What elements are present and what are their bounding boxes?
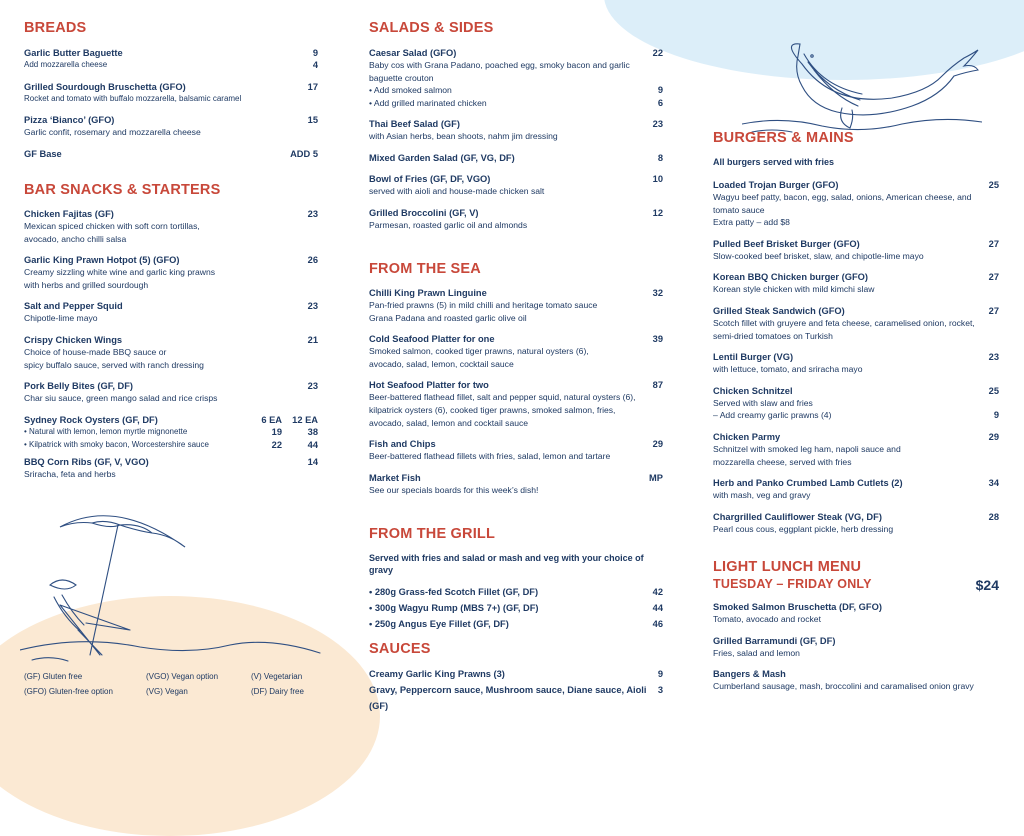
menu-item: [713, 238, 999, 263]
item-desc: Grana Padana and roasted garlic olive oil: [369, 312, 527, 323]
item-desc: Schnitzel with smoked leg ham, napoli sauce and: [713, 443, 901, 454]
item-price: 46: [652, 619, 663, 629]
light-lunch-price: $24: [975, 577, 999, 593]
section-title: BURGERS & MAINS: [713, 130, 854, 146]
menu-item: [369, 152, 663, 164]
item-name: Grilled Broccolini (GF, V): [369, 207, 479, 218]
item-desc: Scotch fillet with gruyere and feta cheese, caramelised onion, rocket,: [713, 317, 975, 328]
menu-item: [713, 635, 999, 660]
item-desc: Rocket and tomato with buffalo mozzarella, balsamic caramel: [24, 93, 242, 103]
menu-item: [713, 385, 999, 422]
item-desc: Pearl cous cous, eggplant pickle, herb dressing: [713, 523, 894, 534]
item-price: 39: [652, 334, 663, 345]
sauce-item: [369, 682, 663, 714]
item-price: 32: [652, 288, 663, 298]
item-price: 9: [312, 48, 318, 58]
item-desc: See our specials boards for this week’s dish!: [369, 484, 539, 495]
item-name: Gravy, Peppercorn sauce, Mushroom sauce, Diane sauce, Aioli (GF): [369, 685, 647, 711]
item-price: 8: [657, 152, 663, 163]
item-desc: with mash, veg and gravy: [713, 490, 811, 501]
item-name: • 250g Angus Eye Fillet (GF, DF): [369, 619, 509, 629]
item-desc: Sriracha, feta and herbs: [24, 468, 116, 479]
item-desc: with herbs and grilled sourdough: [24, 279, 149, 290]
item-name: Korean BBQ Chicken burger (GFO): [713, 272, 868, 283]
section-title: FROM THE SEA: [369, 261, 481, 277]
item-name: GF Base: [24, 148, 62, 159]
item-desc: avocado, salad, lemon and cocktail sauce: [369, 417, 529, 428]
item-name: Chicken Schnitzel: [713, 385, 793, 396]
item-desc: with Asian herbs, bean shoots, nahm jim dressing: [369, 131, 558, 142]
item-name: Chicken Parmy: [713, 431, 781, 442]
item-price: MP: [649, 472, 663, 483]
addon-label: • Add grilled marinated chicken: [369, 97, 487, 108]
item-desc: Served with slaw and fries: [713, 397, 813, 408]
item-price: 29: [988, 431, 999, 442]
menu-item: [369, 472, 663, 497]
salads-section: [369, 20, 663, 231]
menu-item: [369, 47, 663, 109]
item-price: 87: [652, 380, 663, 391]
item-price: 34: [988, 478, 999, 489]
grill-item: [369, 616, 663, 632]
item-price: ADD 5: [290, 148, 318, 159]
item-name: Loaded Trojan Burger (GFO): [713, 180, 839, 190]
item-desc: Beer-battered flathead fillet, salt and pepper squid, natural oysters (6),: [369, 392, 636, 403]
menu-item: [24, 300, 318, 325]
item-price: 21: [307, 334, 318, 345]
oysters-price-12: 44: [307, 439, 318, 450]
item-name: Crispy Chicken Wings: [24, 334, 123, 345]
whale-illustration: [742, 36, 982, 136]
item-desc: tomato sauce: [713, 204, 765, 215]
oysters-item: [24, 414, 318, 452]
item-price: 25: [988, 180, 999, 190]
menu-item: [713, 511, 999, 536]
menu-item: [713, 271, 999, 296]
menu-item: [713, 179, 999, 229]
menu-item: [24, 81, 318, 106]
menu-item: [713, 351, 999, 376]
item-name: Grilled Barramundi (GF, DF): [713, 635, 836, 646]
oysters-price-6: 19: [271, 427, 282, 438]
oysters-price-6: 22: [271, 439, 282, 450]
item-name: Chilli King Prawn Linguine: [369, 288, 487, 298]
item-name: Garlic King Prawn Hotpot (5) (GFO): [24, 255, 180, 266]
item-price: 27: [988, 305, 999, 316]
section-note: Served with fries and salad or mash and veg with your choice of gravy: [369, 553, 644, 575]
menu-item: [713, 431, 999, 468]
section-title: SALADS & SIDES: [369, 20, 494, 36]
item-name: Garlic Butter Baguette: [24, 48, 123, 58]
item-desc: Chipotle-lime mayo: [24, 313, 98, 324]
item-name: Grilled Sourdough Bruschetta (GFO): [24, 81, 186, 92]
item-name: Fish and Chips: [369, 439, 436, 450]
item-name: Bangers & Mash: [713, 669, 786, 680]
item-desc: Slow-cooked beef brisket, slaw, and chipotle-lime mayo: [713, 250, 924, 261]
item-name: Mixed Garden Salad (GF, VG, DF): [369, 152, 515, 163]
item-desc: Parmesan, roasted garlic oil and almonds: [369, 219, 528, 230]
item-price: 9: [657, 669, 663, 679]
menu-item: [24, 114, 318, 139]
item-desc: Mexican spiced chicken with soft corn tortillas,: [24, 221, 200, 231]
item-price: 29: [652, 439, 663, 450]
menu-item: [24, 254, 318, 291]
item-price: 17: [307, 81, 318, 92]
oysters-price-12: 38: [307, 427, 318, 438]
menu-item: [369, 173, 663, 198]
menu-item: [369, 207, 663, 232]
grill-item: [369, 584, 663, 600]
item-name: Pizza ‘Bianco’ (GFO): [24, 115, 115, 126]
section-title: FROM THE GRILL: [369, 526, 496, 542]
menu-item: [24, 208, 318, 245]
item-price: 23: [652, 119, 663, 130]
item-price: 15: [307, 115, 318, 126]
item-price: 23: [307, 381, 318, 392]
item-name: Caesar Salad (GFO): [369, 48, 457, 58]
item-name: Smoked Salmon Bruschetta (DF, GFO): [713, 602, 882, 612]
menu-item: [713, 305, 999, 342]
menu-item: [24, 334, 318, 371]
item-desc: Garlic confit, rosemary and mozzarella cheese: [24, 127, 201, 138]
item-name: Lentil Burger (VG): [713, 352, 794, 363]
bar-snacks-section: [24, 182, 318, 480]
section-title: BAR SNACKS & STARTERS: [24, 182, 221, 198]
item-price: 25: [988, 385, 999, 396]
item-name: Thai Beef Salad (GF): [369, 119, 460, 130]
item-name: • 280g Grass-fed Scotch Fillet (GF, DF): [369, 587, 539, 597]
item-price: 23: [307, 209, 318, 219]
item-price: 10: [652, 173, 663, 184]
item-name: Cold Seafood Platter for one: [369, 334, 495, 345]
item-name: • 300g Wagyu Rump (MBS 7+) (GF, DF): [369, 603, 539, 613]
menu-item: [369, 118, 663, 143]
item-desc: Choice of house-made BBQ sauce or: [24, 346, 167, 357]
item-desc: baguette crouton: [369, 72, 434, 83]
section-title: BREADS: [24, 20, 87, 36]
item-price: 44: [652, 603, 663, 613]
item-name: Chargrilled Cauliflower Steak (VG, DF): [713, 511, 882, 522]
item-price: 26: [307, 255, 318, 266]
oysters-col-12: 12 EA: [292, 414, 318, 425]
item-price: 28: [988, 511, 999, 522]
item-name: BBQ Corn Ribs (GF, V, VGO): [24, 456, 149, 467]
burgers-section: [713, 130, 999, 535]
item-name: Grilled Steak Sandwich (GFO): [713, 305, 845, 316]
menu-item: [713, 601, 999, 626]
oysters-option: • Natural with lemon, lemon myrtle mignonette: [24, 427, 188, 437]
item-price: 14: [307, 456, 318, 467]
item-price: 3: [657, 685, 663, 695]
item-desc: Add mozzarella cheese: [24, 60, 108, 69]
beach-chair-umbrella-illustration: [20, 505, 350, 665]
addon-price: 9: [657, 85, 663, 96]
menu-item: [369, 287, 663, 324]
item-desc: Tomato, avocado and rocket: [713, 614, 821, 624]
item-desc: Smoked salmon, cooked tiger prawns, natural oysters (6),: [369, 346, 589, 357]
item-price: 23: [988, 352, 999, 363]
addon-label: • Add smoked salmon: [369, 85, 452, 96]
legend-df: (DF) Dairy free: [251, 687, 304, 696]
item-price: 42: [652, 587, 663, 597]
item-name: Pork Belly Bites (GF, DF): [24, 381, 134, 392]
item-desc: avocado, salad, lemon, cocktail sauce: [369, 358, 514, 369]
legend-gfo: (GFO) Gluten-free option: [24, 687, 113, 696]
menu-item: [24, 380, 318, 405]
grill-section: [369, 526, 663, 632]
item-desc: with lettuce, tomato, and sriracha mayo: [713, 364, 863, 375]
item-desc: Korean style chicken with mild kimchi slaw: [713, 284, 875, 295]
section-subtitle: TUESDAY – FRIDAY ONLY: [713, 577, 872, 591]
addon-price: 9: [993, 410, 999, 421]
section-title: SAUCES: [369, 641, 431, 657]
legend-vgo: (VGO) Vegan option: [146, 672, 219, 681]
item-price: 23: [307, 301, 318, 312]
light-lunch-section: [713, 559, 999, 693]
oysters-col-6: 6 EA: [261, 414, 282, 425]
item-desc: avocado, ancho chilli salsa: [24, 233, 127, 244]
menu-item: [24, 148, 318, 160]
menu-item: [369, 438, 663, 463]
menu-item: [369, 333, 663, 370]
item-name: Creamy Garlic King Prawns (3): [369, 669, 505, 679]
item-name: Bowl of Fries (GF, DF, VGO): [369, 173, 491, 184]
item-desc: Extra patty – add $8: [713, 217, 790, 228]
item-desc: served with aioli and house-made chicken salt: [369, 185, 545, 196]
item-addon-price: 4: [312, 60, 318, 70]
item-name: Pulled Beef Brisket Burger (GFO): [713, 238, 860, 249]
item-name: Herb and Panko Crumbed Lamb Cutlets (2): [713, 478, 903, 489]
item-name: Market Fish: [369, 472, 421, 483]
sauces-section: [369, 641, 663, 714]
item-name: Salt and Pepper Squid: [24, 301, 123, 312]
item-desc: Baby cos with Grana Padano, poached egg, smoky bacon and garlic: [369, 60, 630, 70]
legend-v: (V) Vegetarian: [251, 672, 303, 681]
menu-item: [713, 668, 999, 693]
item-name: Sydney Rock Oysters (GF, DF): [24, 414, 158, 425]
sea-section: [369, 261, 663, 496]
item-desc: mozzarella cheese, served with fries: [713, 456, 852, 467]
breads-section: [24, 20, 318, 160]
menu-item: [24, 47, 318, 72]
item-desc: Wagyu beef patty, bacon, egg, salad, onions, American cheese, and: [713, 192, 972, 202]
section-note: All burgers served with fries: [713, 157, 835, 167]
section-title: LIGHT LUNCH MENU: [713, 559, 862, 575]
legend-vg: (VG) Vegan: [146, 687, 188, 696]
legend-gf: (GF) Gluten free: [24, 672, 83, 681]
item-desc: Cumberland sausage, mash, broccolini and caramalised onion gravy: [713, 681, 974, 692]
item-desc: Fries, salad and lemon: [713, 647, 800, 658]
item-price: 27: [988, 272, 999, 283]
item-price: 22: [652, 48, 663, 58]
item-desc: Char siu sauce, green mango salad and rice crisps: [24, 393, 218, 404]
item-desc: spicy buffalo sauce, served with ranch dressing: [24, 359, 204, 370]
item-desc: Creamy sizzling white wine and garlic king prawns: [24, 267, 216, 278]
item-desc: semi-dried tomatoes on Turkish: [713, 330, 833, 341]
item-name: Chicken Fajitas (GF): [24, 209, 114, 219]
menu-item: [24, 456, 318, 481]
item-desc: kilpatrick oysters (6), cooked tiger prawns, smoked salmon, fries,: [369, 404, 616, 415]
addon-label: – Add creamy garlic prawns (4): [713, 410, 832, 421]
item-price: 12: [652, 207, 663, 218]
item-name: Hot Seafood Platter for two: [369, 380, 489, 391]
menu-item: [369, 379, 663, 429]
grill-item: [369, 600, 663, 616]
item-desc: Beer-battered flathead fillets with fries, salad, lemon and tartare: [369, 451, 611, 462]
item-price: 27: [988, 238, 999, 249]
menu-item: [713, 477, 999, 502]
item-desc: Pan-fried prawns (5) in mild chilli and heritage tomato sauce: [369, 300, 598, 310]
oysters-option: • Kilpatrick with smoky bacon, Worcestershire sauce: [24, 439, 209, 449]
addon-price: 6: [657, 97, 663, 108]
sauce-item: [369, 666, 663, 682]
